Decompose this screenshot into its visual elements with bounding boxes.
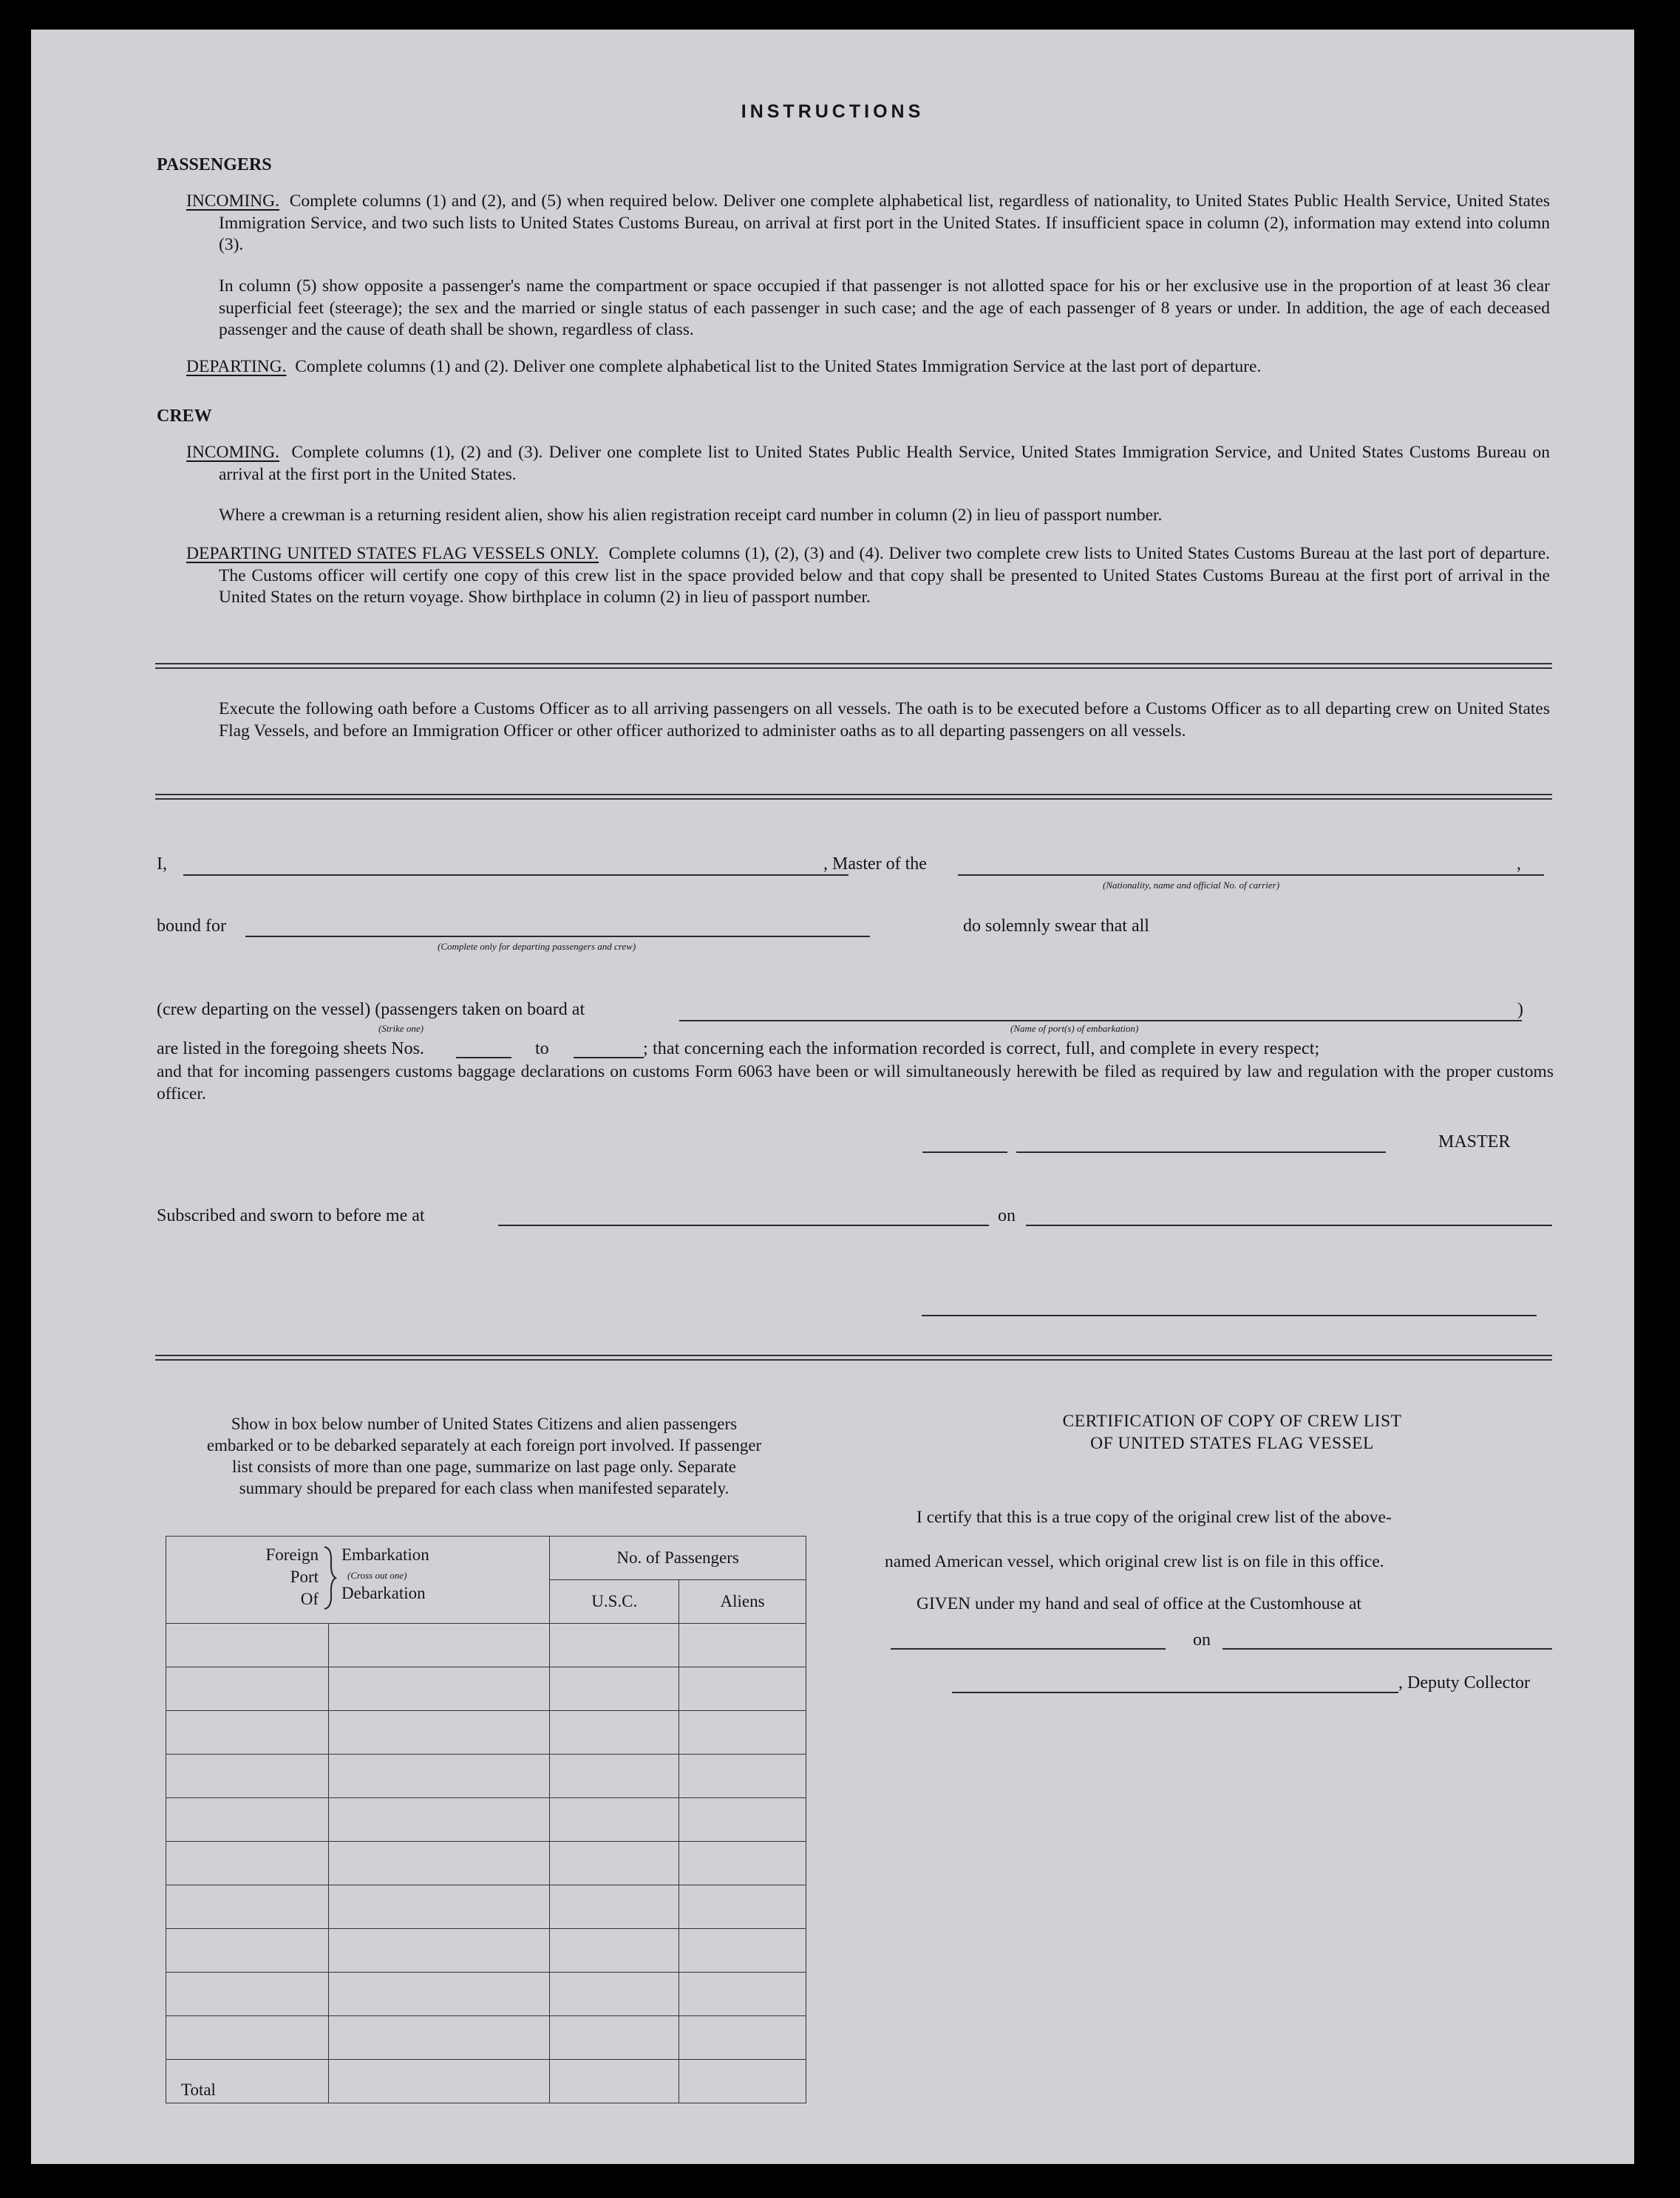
customhouse-field[interactable] bbox=[891, 1648, 1166, 1650]
table-row bbox=[166, 1885, 806, 1929]
sworn-date-field[interactable] bbox=[1026, 1225, 1552, 1226]
aliens-cell[interactable] bbox=[679, 1755, 806, 1798]
passengers-heading: PASSENGERS bbox=[157, 155, 272, 174]
oath-i-label: I, bbox=[157, 854, 167, 874]
of-label: Of bbox=[300, 1590, 319, 1608]
sheets-text-to: to bbox=[535, 1039, 549, 1058]
usc-cell[interactable] bbox=[550, 1711, 679, 1755]
embark-cell[interactable] bbox=[328, 1842, 550, 1885]
total-row bbox=[166, 2060, 806, 2103]
aliens-cell[interactable] bbox=[679, 1798, 806, 1842]
sheets-text-c: and that for incoming passengers customs baggage declarations on customs Form 6063 have been or will simultaneously herewith be filed as required by law and regulation with the proper customs officer. bbox=[157, 1062, 1554, 1103]
usc-header: U.S.C. bbox=[550, 1580, 679, 1624]
certification-line2: named American vessel, which original crew list is on file in this office. bbox=[885, 1552, 1384, 1571]
crew-incoming-text: Complete columns (1), (2) and (3). Deliver one complete list to United States Public Health Service, United States Immigration Service, and United States Customs Bureau on arrival at the first port in the United States. bbox=[219, 443, 1550, 484]
aliens-cell[interactable] bbox=[679, 1885, 806, 1929]
certification-line3: GIVEN under my hand and seal of office at the Customhouse at bbox=[916, 1594, 1361, 1613]
certification-title-line1: CERTIFICATION OF COPY OF CREW LIST bbox=[1062, 1412, 1402, 1431]
passengers-incoming-label: INCOMING. bbox=[186, 191, 279, 211]
summary-instructions: Show in box below number of United States Citizens and alien passengers embarked or to be debarked separately at each foreign port involved. If passenger list consists of more than one page, summarize on last page only. Separate summary should be prepared for each class when manifested separately. bbox=[206, 1415, 762, 1497]
crew-passengers-label: (crew departing on the vessel) (passengers taken on board at bbox=[157, 1000, 585, 1019]
total-usc-cell[interactable] bbox=[550, 2060, 679, 2103]
sheet-to-field[interactable] bbox=[574, 1057, 644, 1058]
usc-cell[interactable] bbox=[550, 1667, 679, 1711]
usc-cell[interactable] bbox=[550, 1929, 679, 1973]
table-row bbox=[166, 1929, 806, 1973]
total-aliens-cell[interactable] bbox=[679, 2060, 806, 2103]
cross-out-hint: (Cross out one) bbox=[347, 1570, 407, 1581]
usc-cell[interactable] bbox=[550, 1755, 679, 1798]
no-passengers-header: No. of Passengers bbox=[550, 1537, 806, 1580]
certification-title bbox=[907, 1410, 1557, 1454]
aliens-cell[interactable] bbox=[679, 1624, 806, 1667]
passengers-departing-text: Complete columns (1) and (2). Deliver one complete alphabetical list to the United States Immigration Service at the last port of departure. bbox=[295, 357, 1262, 376]
master-signature-field-b[interactable] bbox=[1016, 1151, 1386, 1153]
passengers-incoming-paragraph bbox=[186, 191, 1550, 256]
sheets-text-b: ; that concerning each the information recorded is correct, full, and complete in every respect; bbox=[643, 1039, 1320, 1058]
table-row bbox=[166, 1755, 806, 1798]
ports-hint: (Name of port(s) of embarkation) bbox=[1010, 1023, 1139, 1034]
total-label: Total bbox=[166, 2060, 329, 2103]
crew-departing-text: Complete columns (1), (2), (3) and (4). Deliver two complete crew lists to United States Customs Bureau at the last port of departure. The Customs officer will certify one copy of this crew list in the space provided below and that copy shall be presented to United States Customs Bureau at the first port of arrival in the United States on the return voyage. Show birthplace in column (2) in lieu of passport number. bbox=[219, 544, 1550, 607]
embarkation-option[interactable]: Embarkation bbox=[341, 1545, 429, 1564]
master-name-field[interactable] bbox=[183, 874, 848, 876]
embark-cell[interactable] bbox=[328, 1929, 550, 1973]
bound-for-field[interactable] bbox=[245, 936, 870, 937]
aliens-cell[interactable] bbox=[679, 1929, 806, 1973]
carrier-field[interactable] bbox=[958, 874, 1544, 876]
port-cell[interactable] bbox=[166, 1798, 329, 1842]
port-cell[interactable] bbox=[166, 1667, 329, 1711]
aliens-cell[interactable] bbox=[679, 1973, 806, 2016]
aliens-cell[interactable] bbox=[679, 1842, 806, 1885]
master-of-label: , Master of the bbox=[823, 854, 927, 874]
certification-on-label: on bbox=[1193, 1630, 1211, 1650]
embark-cell[interactable] bbox=[328, 1798, 550, 1842]
divider-3 bbox=[155, 1355, 1552, 1361]
strike-one-hint: (Strike one) bbox=[378, 1023, 424, 1034]
passengers-incoming-text: Complete columns (1) and (2), and (5) when required below. Deliver one complete alphabetical list, regardless of nationality, to United States Public Health Service, United States Immigration Service, and two such lists to United States Customs Bureau, on arrival at first port in the United States. If insufficient space in column (2), information may extend into column (3). bbox=[219, 191, 1551, 254]
deputy-collector-label: , Deputy Collector bbox=[1398, 1673, 1530, 1692]
table-row bbox=[166, 1667, 806, 1711]
sheet-from-field[interactable] bbox=[456, 1057, 511, 1058]
port-label: Port bbox=[290, 1568, 319, 1586]
sheets-text-a: are listed in the foregoing sheets Nos. bbox=[157, 1039, 424, 1058]
port-cell[interactable] bbox=[166, 1711, 329, 1755]
bound-for-label: bound for bbox=[157, 916, 226, 936]
crew-resident-paragraph: Where a crewman is a returning resident alien, show his alien registration receipt card number in column (2) in lieu of passport number. bbox=[219, 506, 1163, 525]
crew-incoming-label: INCOMING. bbox=[186, 443, 279, 462]
table-row bbox=[166, 1842, 806, 1885]
swear-text: do solemnly swear that all bbox=[963, 916, 1149, 936]
officer-signature-field[interactable] bbox=[922, 1315, 1537, 1316]
crew-incoming-paragraph bbox=[186, 442, 1550, 486]
master-signature-field-a[interactable] bbox=[922, 1151, 1007, 1153]
sworn-on-label: on bbox=[998, 1206, 1016, 1225]
usc-cell[interactable] bbox=[550, 1885, 679, 1929]
oath-instructions: Execute the following oath before a Customs Officer as to all arriving passengers on all vessels. The oath is to be executed before a Customs Officer as to all departing crew on United States Flag Vessels, and before an Immigration Officer or other officer authorized to administer oaths as to all departing passengers on all vessels. bbox=[219, 699, 1550, 741]
table-row bbox=[166, 1624, 806, 1667]
crew-departing-label: DEPARTING UNITED STATES FLAG VESSELS ONLY. bbox=[186, 544, 599, 563]
aliens-cell[interactable] bbox=[679, 1711, 806, 1755]
brace-icon bbox=[322, 1545, 338, 1610]
port-cell[interactable] bbox=[166, 1929, 329, 1973]
port-cell[interactable] bbox=[166, 1973, 329, 2016]
embark-cell[interactable] bbox=[328, 1885, 550, 1929]
form-page bbox=[31, 30, 1634, 2164]
table-row bbox=[166, 1798, 806, 1842]
foreign-label: Foreign bbox=[265, 1545, 319, 1564]
certification-date-field[interactable] bbox=[1222, 1648, 1552, 1650]
port-cell[interactable] bbox=[166, 1885, 329, 1929]
deputy-signature-field[interactable] bbox=[952, 1692, 1398, 1693]
table-row bbox=[166, 1711, 806, 1755]
port-cell[interactable] bbox=[166, 1624, 329, 1667]
ports-field[interactable] bbox=[679, 1020, 1522, 1021]
usc-cell[interactable] bbox=[550, 1842, 679, 1885]
usc-cell[interactable] bbox=[550, 1973, 679, 2016]
aliens-cell[interactable] bbox=[679, 1667, 806, 1711]
embark-cell[interactable] bbox=[328, 1667, 550, 1711]
carrier-field-comma: , bbox=[1517, 854, 1521, 874]
embark-cell[interactable] bbox=[328, 1624, 550, 1667]
port-cell[interactable] bbox=[166, 1755, 329, 1798]
passengers-departing-label: DEPARTING. bbox=[186, 357, 287, 376]
ports-close-paren: ) bbox=[1517, 1000, 1523, 1019]
usc-cell[interactable] bbox=[550, 2016, 679, 2060]
embark-cell[interactable] bbox=[328, 1755, 550, 1798]
divider-1 bbox=[155, 663, 1552, 669]
embark-cell[interactable] bbox=[328, 1973, 550, 2016]
crew-departing-paragraph bbox=[186, 543, 1550, 609]
sworn-place-field[interactable] bbox=[498, 1225, 989, 1226]
crew-heading: CREW bbox=[157, 406, 212, 426]
table-row bbox=[166, 1973, 806, 2016]
master-label: MASTER bbox=[1438, 1132, 1511, 1151]
debarkation-option[interactable]: Debarkation bbox=[341, 1584, 426, 1602]
page-title: INSTRUCTIONS bbox=[741, 101, 925, 122]
certification-title-line2: OF UNITED STATES FLAG VESSEL bbox=[1090, 1434, 1374, 1453]
total-embark-cell[interactable] bbox=[328, 2060, 550, 2103]
port-cell[interactable] bbox=[166, 2016, 329, 2060]
port-cell[interactable] bbox=[166, 1842, 329, 1885]
usc-cell[interactable] bbox=[550, 1624, 679, 1667]
table-row bbox=[166, 2016, 806, 2060]
embark-cell[interactable] bbox=[328, 2016, 550, 2060]
divider-2 bbox=[155, 794, 1552, 800]
aliens-cell[interactable] bbox=[679, 2016, 806, 2060]
port-header-cell bbox=[166, 1537, 550, 1624]
passengers-departing-paragraph bbox=[186, 356, 1554, 378]
bound-for-hint: (Complete only for departing passengers and crew) bbox=[438, 941, 636, 952]
subscribed-label: Subscribed and sworn to before me at bbox=[157, 1206, 425, 1225]
certification-line1: I certify that this is a true copy of the original crew list of the above- bbox=[916, 1508, 1392, 1527]
carrier-field-hint: (Nationality, name and official No. of carrier) bbox=[1103, 879, 1280, 891]
passenger-summary-table bbox=[166, 1536, 806, 2103]
usc-cell[interactable] bbox=[550, 1798, 679, 1842]
embark-cell[interactable] bbox=[328, 1711, 550, 1755]
passengers-column5-paragraph: In column (5) show opposite a passenger's name the compartment or space occupied if that passenger is not allotted space for his or her exclusive use in the proportion of at least 36 clear superficial feet (steerage); the sex and the married or single status of each passenger in such case; and the age of each passenger of 8 years or under. In addition, the age of each deceased passenger and the cause of death shall be shown, regardless of class. bbox=[219, 276, 1550, 339]
aliens-header: Aliens bbox=[679, 1580, 806, 1624]
